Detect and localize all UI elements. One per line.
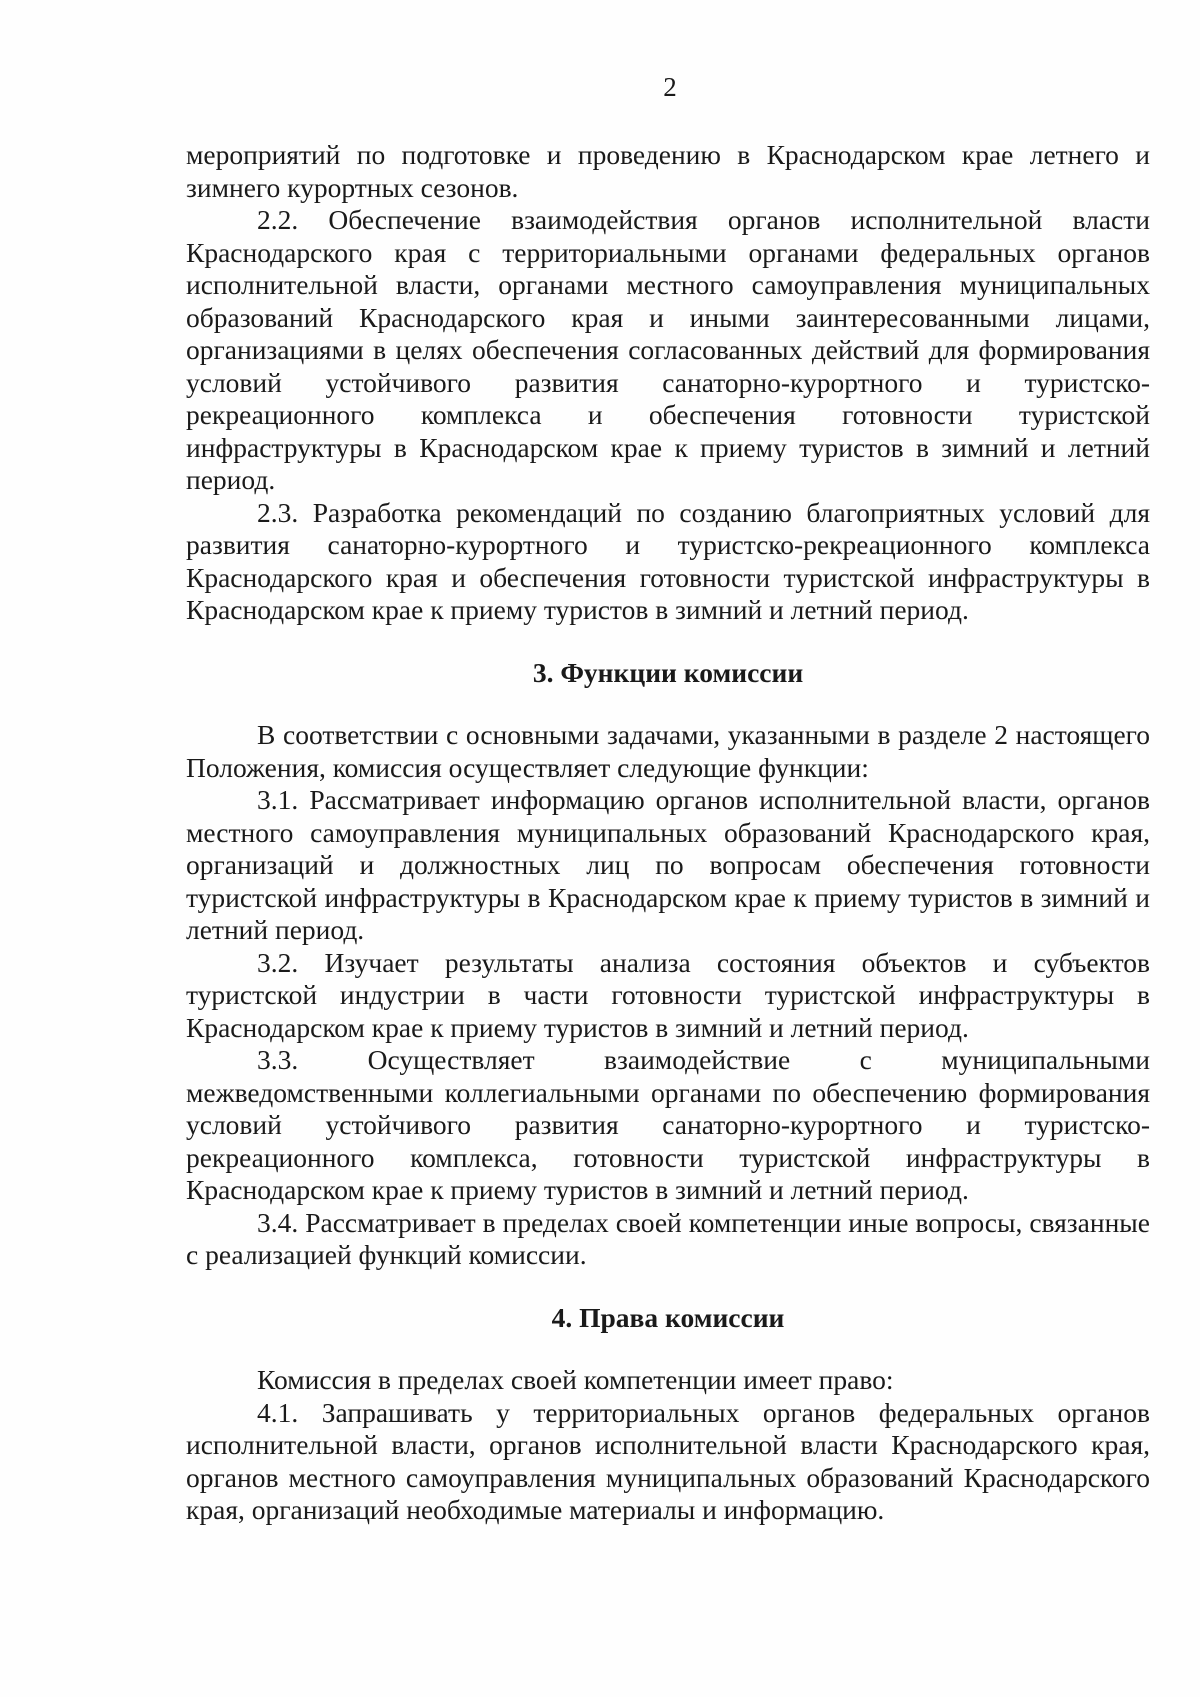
spacer (186, 627, 1150, 657)
spacer (186, 689, 1150, 719)
paragraph-4-intro: Комиссия в пределах своей компетенции имеет право: (257, 1364, 894, 1395)
paragraph-3-1: 3.1. Рассматривает информацию органов исполнительной власти, органов местного самоуправления муниципальных образований Краснодарского края, организаций и должностных лиц по вопросам обеспечения готовности туристской инфраструктуры в Краснодарском крае к приему туристов в зимний и летний период. (186, 784, 1150, 945)
page-number: 2 (663, 72, 677, 102)
spacer (186, 1334, 1150, 1364)
paragraph-3-4: 3.4. Рассматривает в пределах своей компетенции иные вопросы, связанные с реализацией функций комиссии. (186, 1206, 1150, 1270)
paragraph-3-2: 3.2. Изучает результаты анализа состояния объектов и субъектов туристской индустрии в части готовности туристской инфраструктуры в Краснодарском крае к приему туристов в зимний и летний период. (186, 946, 1150, 1043)
paragraph-3-3: 3.3. Осуществляет взаимодействие с муниципальными межведомственными коллегиальными органами по обеспечению формирования условий устойчивого развития санаторно-курортного и туристско-рекреационного комплекса, готовности туристской инфраструктуры в Краснодарском крае к приему туристов в зимний и летний период. (186, 1044, 1150, 1205)
paragraph-continuation: мероприятий по подготовке и проведению в Краснодарском крае летнего и зимнего курортных сезонов. (186, 139, 1150, 203)
paragraph-4-1: 4.1. Запрашивать у территориальных органов федеральных органов исполнительной власти, органов исполнительной власти Краснодарского края, органов местного самоуправления муниципальных образований Краснодарского края, организаций необходимые материалы и информацию. (186, 1396, 1150, 1525)
spacer (186, 1272, 1150, 1302)
paragraph-2-2: 2.2. Обеспечение взаимодействия органов исполнительной власти Краснодарского края с территориальными органами федеральных органов исполнительной власти, органами местного самоуправления муниципальных образований Краснодарского края и иными заинтересованными лицами, организациями в целях обеспечения согласованных действий для формирования условий устойчивого развития санаторно-курортного и туристско-рекреационного комплекса и обеспечения готовности туристской инфраструктуры в Краснодарском крае к приему туристов в зимний и летний период. (186, 204, 1150, 495)
document-body (186, 139, 1150, 1527)
section-heading-4: 4. Права комиссии (551, 1301, 785, 1333)
section-heading-3: 3. Функции комиссии (532, 656, 804, 688)
paragraph-3-intro: В соответствии с основными задачами, указанными в разделе 2 настоящего Положения, комиссия осуществляет следующие функции: (186, 719, 1150, 783)
paragraph-2-3: 2.3. Разработка рекомендаций по созданию благоприятных условий для развития санаторно-курортного и туристско-рекреационного комплекса Краснодарского края и обеспечения готовности туристской инфраструктуры в Краснодарском крае к приему туристов в зимний и летний период. (186, 496, 1150, 625)
